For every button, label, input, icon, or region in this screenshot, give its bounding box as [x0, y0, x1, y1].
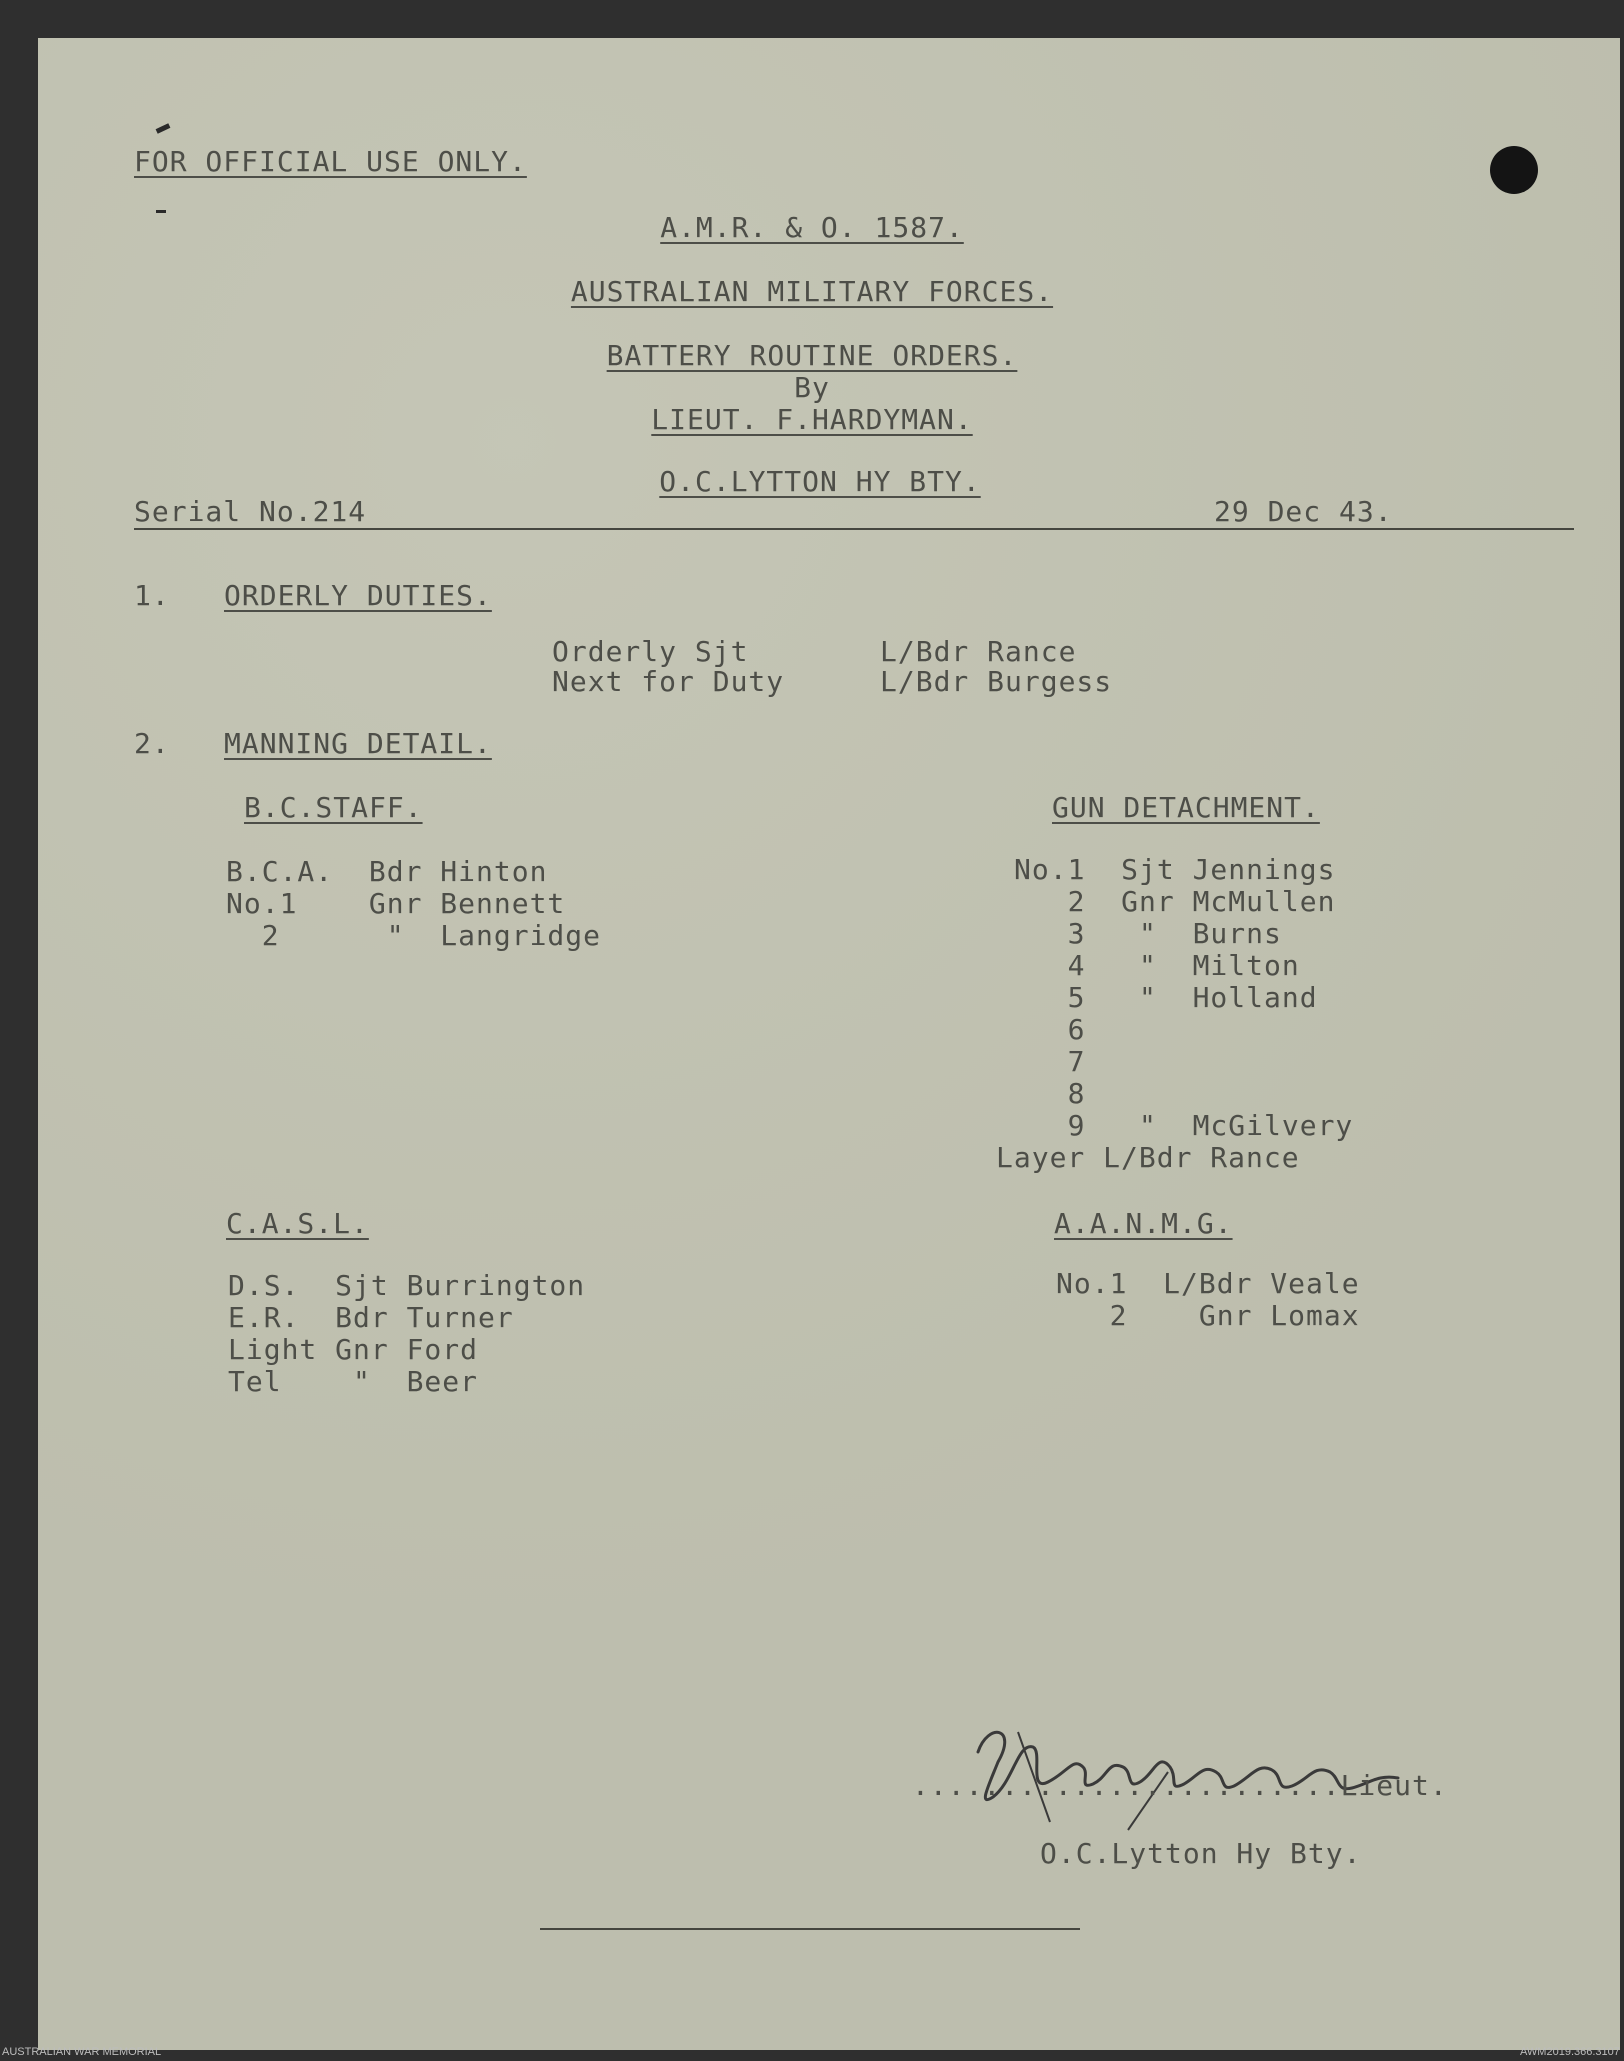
gun-detachment-row: Layer L/Bdr Rance — [996, 1141, 1300, 1174]
section-title-manning-detail: MANNING DETAIL. — [224, 727, 492, 760]
gun-detachment-row: 5 " Holland — [1014, 981, 1318, 1014]
signature-dots: ........................Lieut. — [912, 1769, 1448, 1802]
gun-detachment-row: 2 Gnr McMullen — [1014, 885, 1336, 918]
duty-role: Orderly Sjt — [552, 635, 749, 668]
casl-row: Light Gnr Ford — [228, 1333, 479, 1366]
section-number: 1. — [134, 579, 170, 612]
gun-detachment-row: 4 " Milton — [1014, 949, 1300, 982]
unit-title: O.C.LYTTON HY BTY. — [659, 465, 981, 498]
bottom-rule — [540, 1928, 1080, 1930]
header-rule — [134, 528, 1574, 530]
document-title: BATTERY ROUTINE ORDERS. — [606, 339, 1018, 372]
gun-detachment-row: 7 — [1014, 1045, 1086, 1078]
duty-role: Next for Duty — [552, 665, 785, 698]
casl-heading: C.A.S.L. — [226, 1207, 369, 1240]
classification-label: FOR OFFICIAL USE ONLY. — [134, 145, 527, 178]
bc-staff-row: B.C.A. Bdr Hinton — [226, 855, 548, 888]
archive-reference: AWM2019.366.3107 — [1520, 2046, 1620, 2058]
officer-name: LIEUT. F.HARDYMAN. — [651, 403, 973, 436]
bc-staff-heading: B.C.STAFF. — [244, 791, 423, 824]
aanmg-heading: A.A.N.M.G. — [1054, 1207, 1233, 1240]
serial-number: Serial No.214 — [134, 495, 367, 528]
order-date: 29 Dec 43. — [1214, 495, 1393, 528]
duty-name: L/Bdr Rance — [880, 635, 1077, 668]
aanmg-row: 2 Gnr Lomax — [1056, 1299, 1360, 1332]
bc-staff-row: No.1 Gnr Bennett — [226, 887, 566, 920]
punch-hole — [1490, 146, 1538, 194]
gun-detachment-row: 6 — [1014, 1013, 1086, 1046]
casl-row: E.R. Bdr Turner — [228, 1301, 514, 1334]
duty-name: L/Bdr Burgess — [880, 665, 1113, 698]
gun-detachment-heading: GUN DETACHMENT. — [1052, 791, 1320, 824]
gun-detachment-row: 3 " Burns — [1014, 917, 1282, 950]
reference-number: A.M.R. & O. 1587. — [660, 211, 964, 244]
casl-row: D.S. Sjt Burrington — [228, 1269, 586, 1302]
aanmg-row: No.1 L/Bdr Veale — [1056, 1267, 1360, 1300]
gun-detachment-row: 8 — [1014, 1077, 1086, 1110]
section-number: 2. — [134, 727, 170, 760]
organisation-title: AUSTRALIAN MILITARY FORCES. — [570, 275, 1054, 308]
by-label: By — [794, 371, 830, 404]
ink-mark — [156, 210, 166, 213]
ink-mark — [156, 123, 171, 133]
section-title-orderly-duties: ORDERLY DUTIES. — [224, 579, 492, 612]
gun-detachment-row: 9 " McGilvery — [1014, 1109, 1354, 1142]
bc-staff-row: 2 " Langridge — [226, 919, 602, 952]
casl-row: Tel " Beer — [228, 1365, 479, 1398]
signature-caption: O.C.Lytton Hy Bty. — [1040, 1837, 1362, 1870]
archive-credit: AUSTRALIAN WAR MEMORIAL — [2, 2046, 162, 2058]
gun-detachment-row: No.1 Sjt Jennings — [1014, 853, 1336, 886]
